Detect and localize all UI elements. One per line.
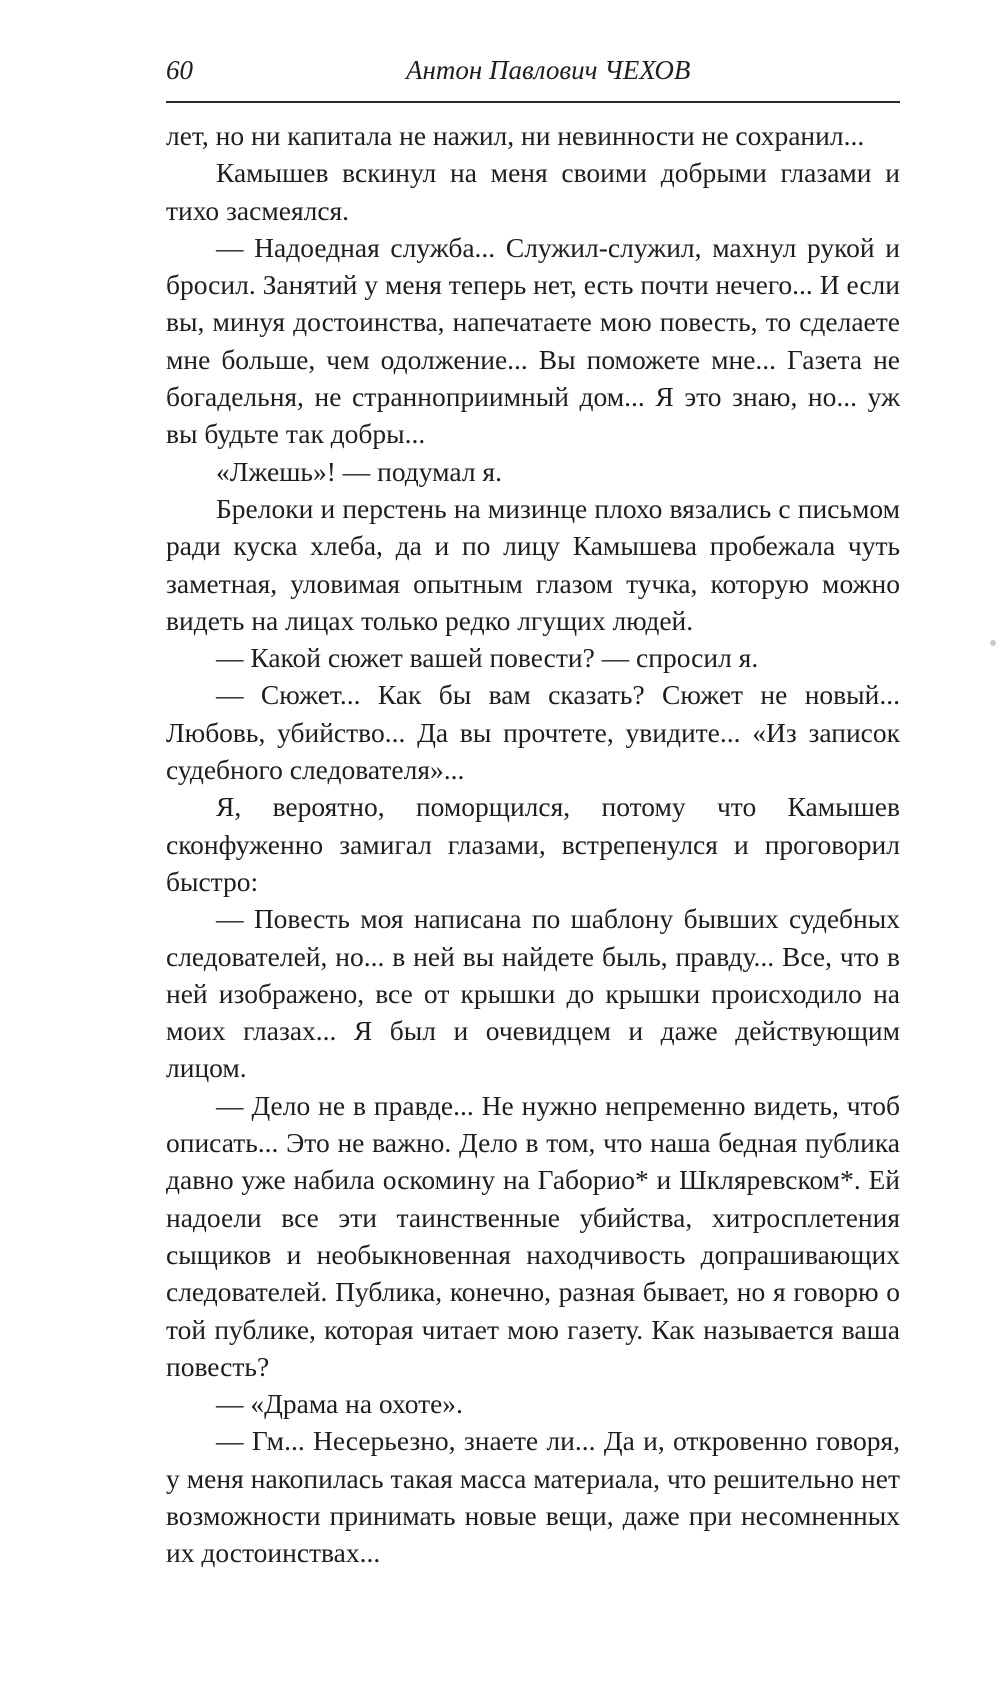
paragraph: — Гм... Несерьезно, знаете ли... Да и, откровенно говоря, у меня накопилась такая масса материала, что решительно нет возможности принимать новые вещи, даже при несомненных их достоинствах... — [166, 1425, 900, 1569]
paragraph: — Повесть моя написана по шаблону бывших судебных следователей, но... в ней вы найдете быль, правду... Все, что в ней изображено, все от крышки до крышки происходило на моих глазах... Я был и очевидцем и даже действующим лицом. — [166, 903, 900, 1084]
page-number: 60 — [166, 55, 193, 85]
paragraph: Камышев вскинул на меня своими добрыми глазами и тихо засмеялся. — [166, 157, 900, 226]
paragraph: — «Драма на охоте». — [216, 1388, 463, 1420]
header-rule — [166, 101, 900, 103]
paragraph: Брелоки и перстень на мизинце плохо вязались с письмом ради куска хлеба, да и по лицу Камышева пробежала чуть заметная, уловимая опытным глазом тучка, которую можно видеть на лицах только редко лгущих людей. — [166, 492, 900, 636]
paragraph: — Дело не в правде... Не нужно непременно видеть, чтоб описать... Это не важно. Дело в том, что наша бедная публика давно уже набила оскомину на Габорио* и Шкляревском*. Ей надоели все эти таинственные убийства, хитросплетения сыщиков и необыкновенная находчивость допрашивающих следователей. Публика, конечно, разная бывает, но я говорю о той публике, которая читает мою газету. Как называется ваша повесть? — [166, 1089, 900, 1382]
paragraph: — Какой сюжет вашей повести? — спросил я. — [216, 642, 759, 674]
paragraph: — Сюжет... Как бы вам сказать? Сюжет не новый... Любовь, убийство... Да вы прочтете, увидите... «Из записок судебного следователя»... — [166, 679, 900, 786]
paragraph: лет, но ни капитала не нажил, ни невинности не сохранил... — [166, 120, 865, 151]
running-head — [166, 50, 900, 90]
paragraph: — Надоедная служба... Служил-служил, махнул рукой и бросил. Занятий у меня теперь нет, есть почти нечего... И если вы, минуя достоинства, напечатаете мою повесть, то сделаете мне больше, чем одолжение... Вы поможете мне... Газета не богадельня, не странноприимный дом... Я это знаю, но... уж вы будьте так добры... — [166, 231, 900, 450]
running-title: Антон Павлович ЧЕХОВ — [406, 55, 691, 85]
paragraph: Я, вероятно, поморщился, потому что Камышев сконфуженно замигал глазами, встрепенулся и проговорил быстро: — [166, 791, 900, 897]
margin-speck — [990, 640, 996, 646]
paragraph: «Лжешь»! — подумал я. — [216, 455, 502, 487]
body-text — [166, 117, 900, 1572]
